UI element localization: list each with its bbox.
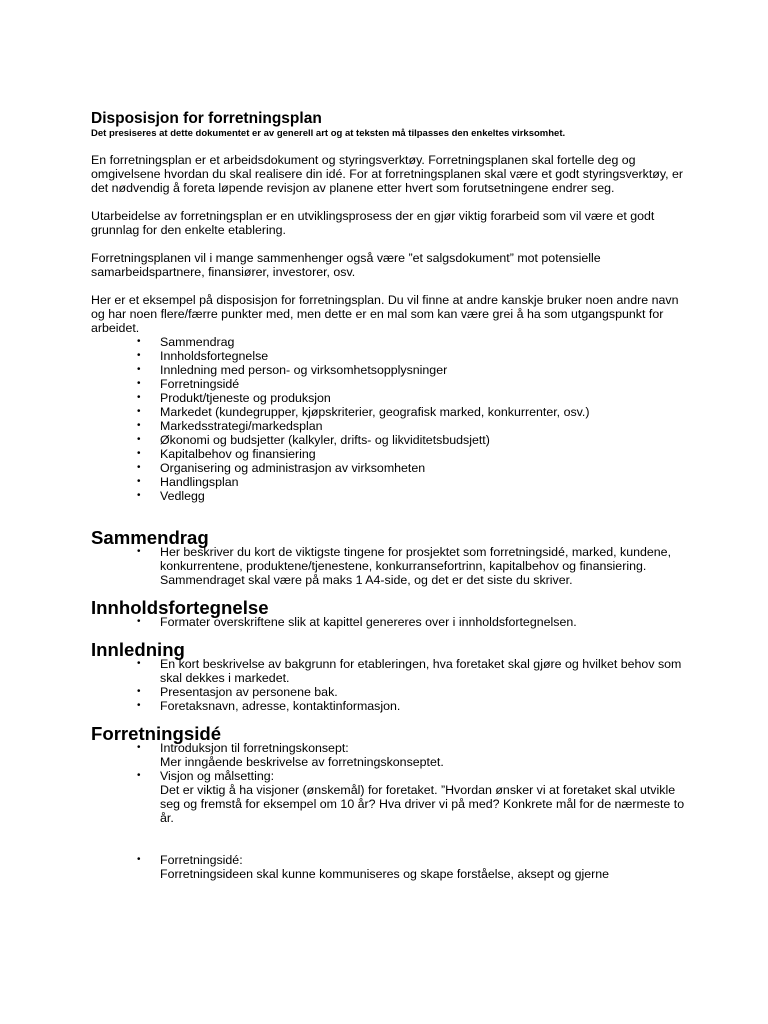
bullet-icon: • [137,546,141,557]
document-page [91,110,691,881]
list-item: • Markedsstrategi/markedsplan [137,419,323,433]
bullet-icon: • [137,462,141,473]
outline-list [91,335,691,503]
list-item: • Handlingsplan [137,475,239,489]
section-list-forretningside-continued [91,853,691,881]
list-item: • Markedet (kundegrupper, kjøpskriterier, geografisk marked, konkurrenter, osv.) [137,405,590,419]
list-item: • Introduksjon til forretningskonsept: Mer inngående beskrivelse av forretningskonseptet. [137,741,444,769]
intro-paragraph-1: En forretningsplan er et arbeidsdokument og styringsverktøy. Forretningsplanen skal fortelle deg og omgivelsene hvordan du skal realisere din idé. For at forretningsplanen skal være et godt styringsverktøy, er det nødvendig å foreta løpende revisjon av planene etter hvert som forutsetningene endrer seg. [91,153,684,195]
section-heading-innholdsfortegnelse: Innholdsfortegnelse [91,597,269,618]
bullet-icon: • [137,434,141,445]
list-item: • Innledning med person- og virksomhetsopplysninger [137,363,448,377]
list-item: • Formater overskriftene slik at kapittel genereres over i innholdsfortegnelsen. [137,615,577,629]
bullet-icon: • [137,364,141,375]
bullet-icon: • [137,616,141,627]
bullet-icon: • [137,742,141,753]
list-item: • En kort beskrivelse av bakgrunn for etableringen, hva foretaket skal gjøre og hvilket behov som skal dekkes i markedet. [137,657,682,685]
bullet-icon: • [137,476,141,487]
section-list-innledning [91,657,691,713]
section-heading-sammendrag: Sammendrag [91,527,209,548]
intro-paragraph-3: Forretningsplanen vil i mange sammenhenger også være ”et salgsdokument” mot potensielle samarbeidspartnere, finansiører, investorer, osv. [91,251,601,279]
list-item: • Produkt/tjeneste og produksjon [137,391,331,405]
section-heading-innledning: Innledning [91,639,185,660]
page-subtitle: Det presiseres at dette dokumentet er av generell art og at teksten må tilpasses den enkeltes virksomhet. [91,128,566,139]
bullet-icon: • [137,448,141,459]
bullet-icon: • [137,336,141,347]
bullet-icon: • [137,420,141,431]
bullet-icon: • [137,700,141,711]
intro-paragraph-2: Utarbeidelse av forretningsplan er en utviklingsprosess der en gjør viktig forarbeid som vil være et godt grunnlag for den enkelte etablering. [91,209,655,237]
bullet-icon: • [137,770,141,781]
intro-paragraph-4: Her er et eksempel på disposisjon for forretningsplan. Du vil finne at andre kanskje bruker noen andre navn og har noen flere/færre punkter med, men dette er en mal som kan være grei å ha som utgangspunkt for arbeidet. [91,293,679,335]
bullet-icon: • [137,854,141,865]
list-item: • Her beskriver du kort de viktigste tingene for prosjektet som forretningsidé, marked, kundene, konkurrentene, produktene/tjenestene, konkurransefortrinn, kapitalbehov og finansiering. Sammendraget skal være på maks 1 A4-side, og det er det siste du skriver. [137,545,672,587]
list-item: • Organisering og administrasjon av virksomheten [137,461,426,475]
list-item: • Sammendrag [137,335,235,349]
bullet-icon: • [137,686,141,697]
list-item: • Foretaksnavn, adresse, kontaktinformasjon. [137,699,401,713]
list-item: • Økonomi og budsjetter (kalkyler, drifts- og likviditetsbudsjett) [137,433,490,447]
list-item: • Visjon og målsetting: Det er viktig å ha visjoner (ønskemål) for foretaket. ”Hvordan ønsker vi at foretaket skal utvikle seg og fremstå for eksempel om 10 år? Hva driver vi på med? Konkrete mål for de nærmeste to år. [137,769,685,825]
list-item: • Presentasjon av personene bak. [137,685,338,699]
bullet-icon: • [137,658,141,669]
list-item: • Forretningsidé [137,377,240,391]
bullet-icon: • [137,392,141,403]
section-list-sammendrag [91,545,691,587]
section-list-innholdsfortegnelse [91,615,691,629]
list-item: • Vedlegg [137,489,205,503]
section-list-forretningside [91,741,691,825]
page-title: Disposisjon for forretningsplan [91,110,322,127]
list-item: • Forretningsidé: Forretningsideen skal kunne kommuniseres og skape forståelse, aksept og gjerne [137,853,610,881]
list-item: • Innholdsfortegnelse [137,349,269,363]
bullet-icon: • [137,490,141,501]
bullet-icon: • [137,350,141,361]
bullet-icon: • [137,378,141,389]
list-item: • Kapitalbehov og finansiering [137,447,316,461]
bullet-icon: • [137,406,141,417]
section-heading-forretningside: Forretningsidé [91,723,222,744]
